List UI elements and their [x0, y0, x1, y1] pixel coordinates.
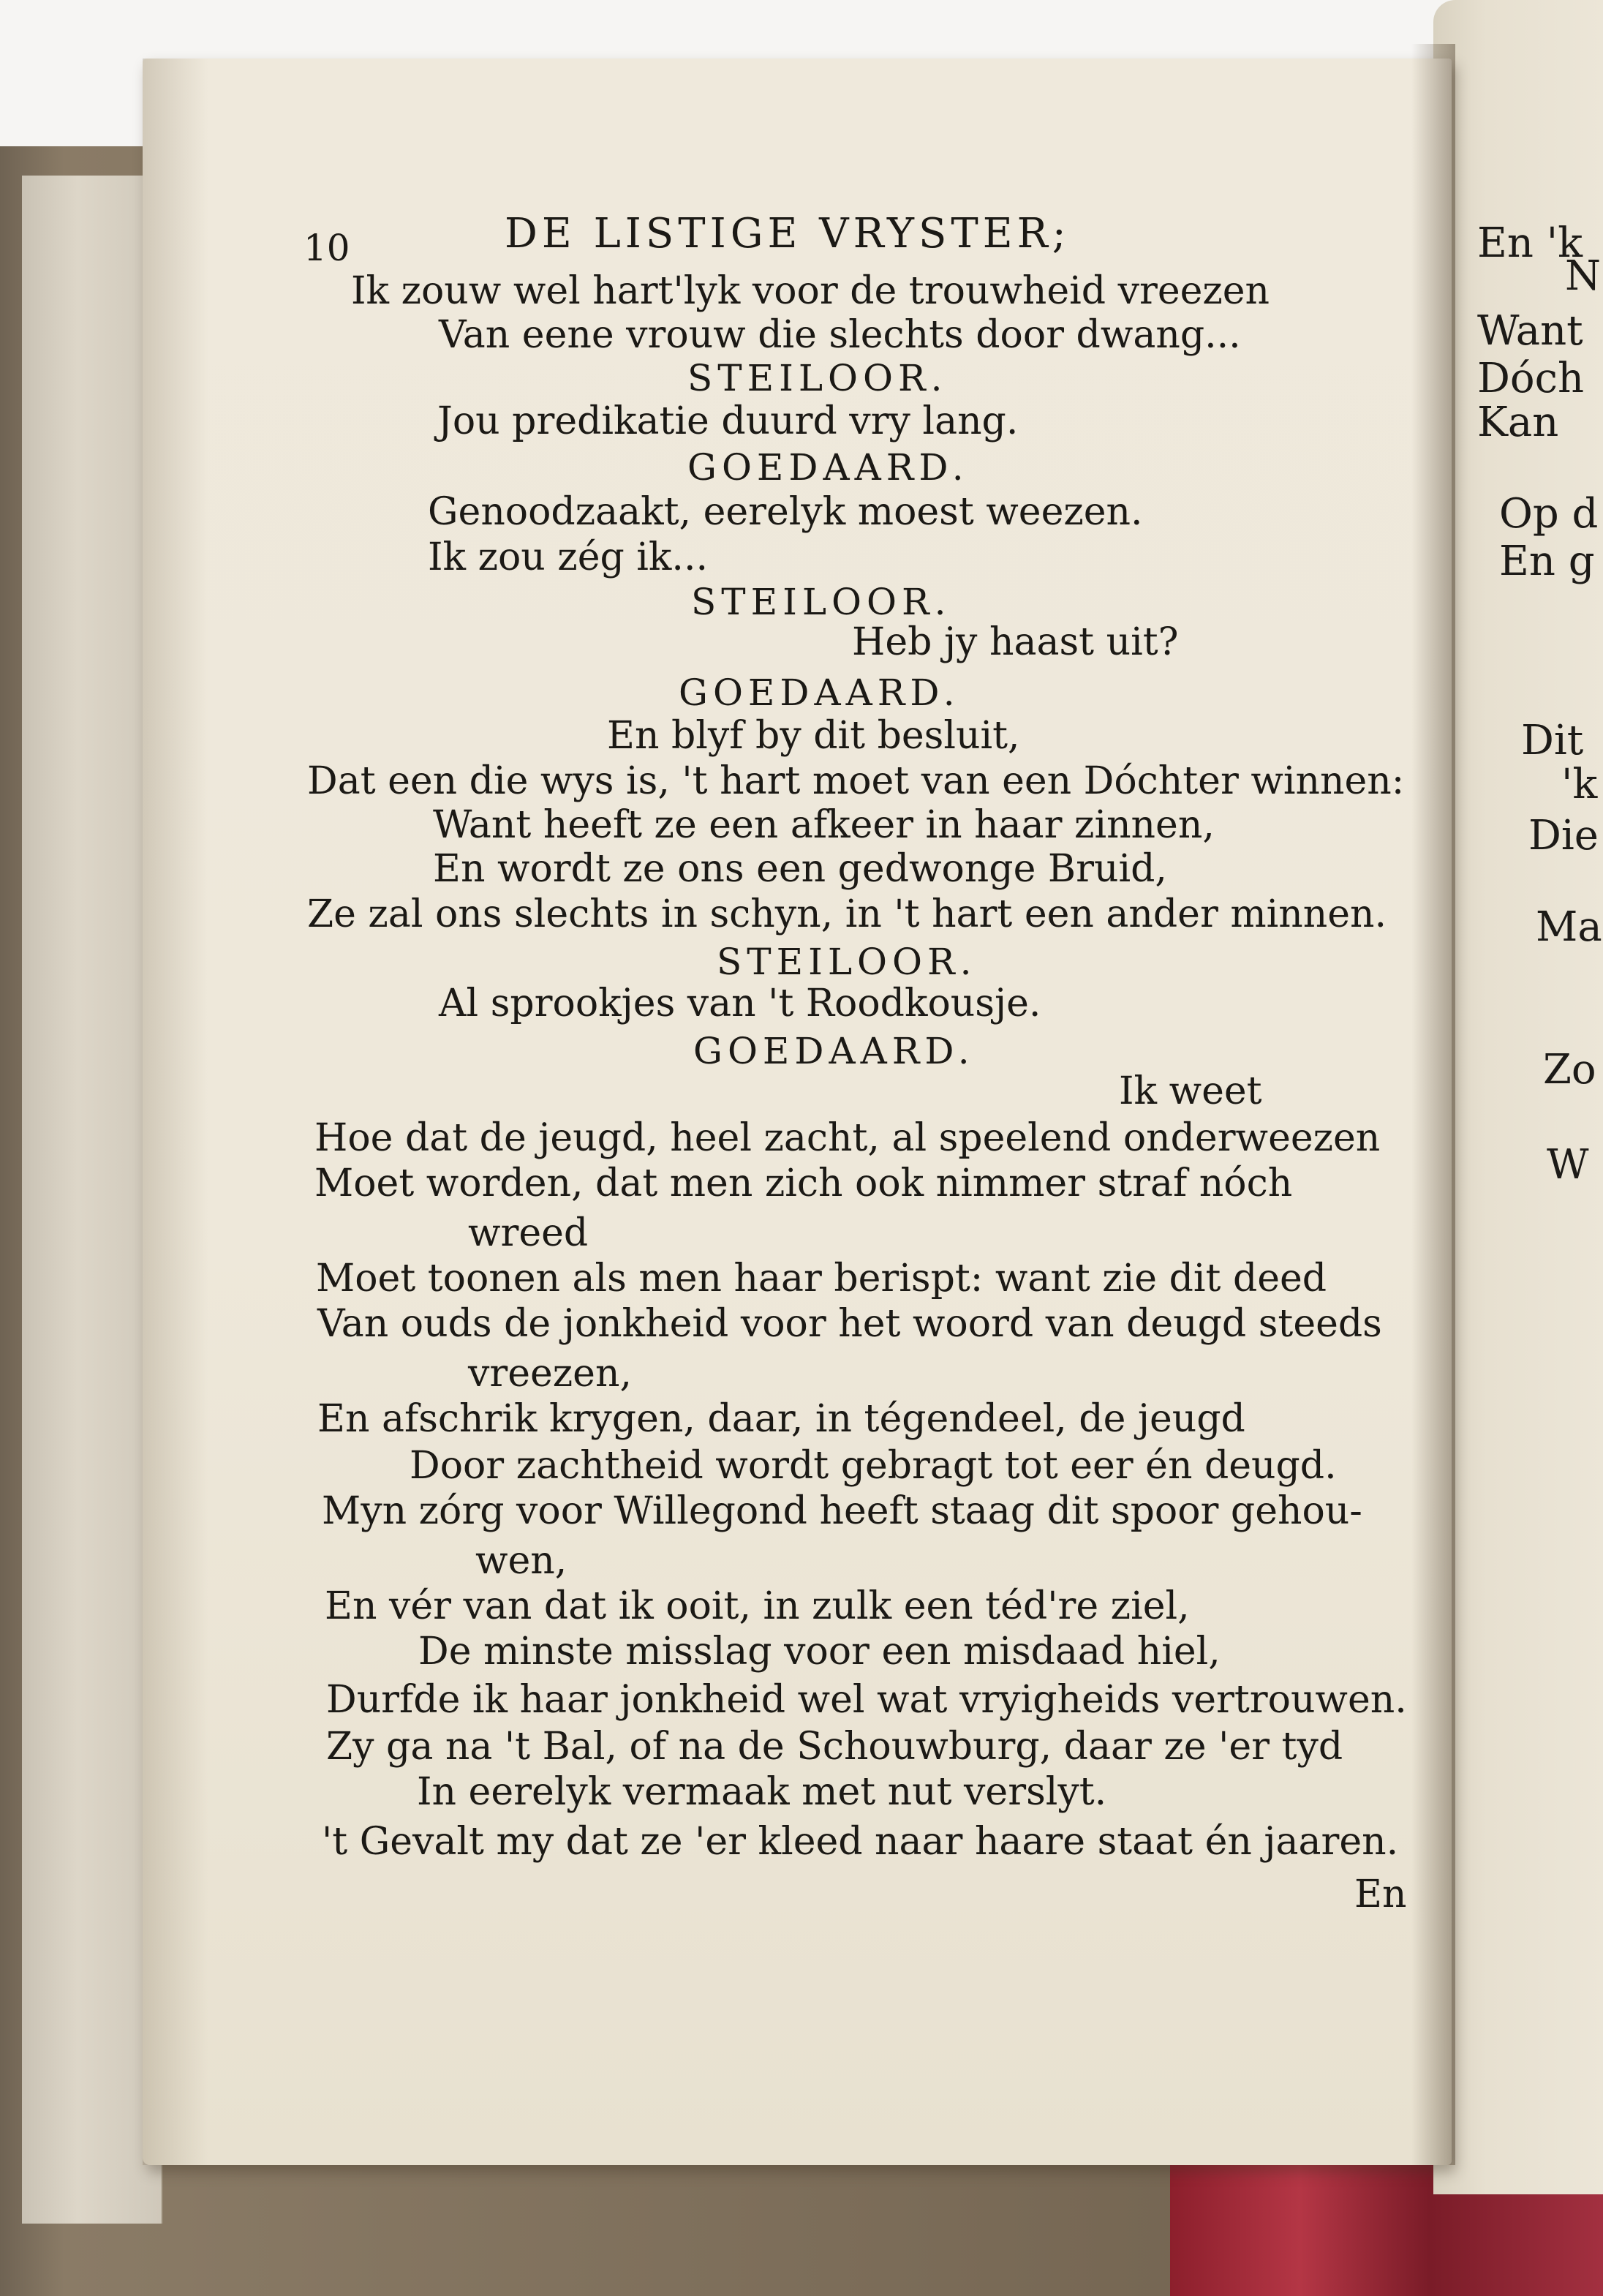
speaker-name: GOEDAARD. [679, 671, 960, 714]
facing-line: N [1565, 252, 1601, 300]
verse-line: Genoodzaakt, eerelyk moest weezen. [428, 490, 1143, 534]
verse-line: vreezen, [468, 1352, 632, 1396]
facing-line: Ma [1536, 903, 1602, 951]
catchword: En [1354, 1872, 1407, 1916]
verse-line: wen, [475, 1539, 567, 1583]
verse-line: Moet worden, dat men zich ook nimmer straf nóch [314, 1162, 1293, 1205]
verse-line: Door zachtheid wordt gebragt tot eer én deugd. [410, 1444, 1337, 1488]
page-number: 10 [303, 227, 350, 269]
facing-line: Dóch [1477, 355, 1585, 402]
speaker-name: GOEDAARD. [687, 446, 969, 489]
verse-line: 't Gevalt my dat ze 'er kleed naar haare staat én jaaren. [322, 1820, 1399, 1864]
verse-line: En afschrik krygen, daar, in tégendeel, de jeugd [317, 1397, 1245, 1441]
verse-line: Ze zal ons slechts in schyn, in 't hart een ander minnen. [307, 892, 1387, 936]
facing-line: En g [1499, 538, 1595, 585]
verse-line: Van eene vrouw die slechts door dwang... [439, 313, 1241, 357]
verse-line: Dat een die wys is, 't hart moet van een Dóchter winnen: [307, 759, 1405, 803]
running-header: DE LISTIGE VRYSTER; [505, 210, 1071, 257]
speaker-name: STEILOOR. [717, 941, 977, 983]
verse-line: Durfde ik haar jonkheid wel wat vryigheids vertrouwen. [326, 1678, 1407, 1722]
verse-line: Ik weet [1119, 1069, 1262, 1113]
speaker-name: GOEDAARD. [693, 1030, 975, 1072]
verse-line: Al sprookjes van 't Roodkousje. [439, 982, 1041, 1025]
verse-line: Moet toonen als men haar berispt: want zie dit deed [316, 1257, 1327, 1301]
facing-line: Die [1528, 812, 1599, 859]
verse-line: En vér van dat ik ooit, in zulk een téd're ziel, [325, 1584, 1190, 1628]
verse-line: Myn zórg voor Willegond heeft staag dit spoor gehou- [322, 1489, 1362, 1533]
verse-line: Heb jy haast uit? [852, 620, 1179, 664]
verse-line: In eerelyk vermaak met nut verslyt. [417, 1770, 1107, 1814]
verse-line: Zy ga na 't Bal, of na de Schouwburg, daar ze 'er tyd [326, 1725, 1343, 1769]
verse-line: Hoe dat de jeugd, heel zacht, al speelend onderweezen [314, 1116, 1381, 1160]
verse-line: Ik zouw wel hart'lyk voor de trouwheid vreezen [351, 269, 1270, 313]
verse-line: Ik zou zég ik... [428, 535, 709, 579]
facing-line: Kan [1477, 399, 1559, 446]
verse-line: En wordt ze ons een gedwonge Bruid, [433, 847, 1167, 891]
verse-line: Want heeft ze een afkeer in haar zinnen, [433, 803, 1215, 847]
facing-line: Dit [1521, 717, 1584, 764]
facing-line: Want [1477, 307, 1583, 355]
facing-line: 'k [1561, 761, 1598, 808]
verse-line: Jou predikatie duurd vry lang. [437, 399, 1019, 443]
verse-line: De minste misslag voor een misdaad hiel, [418, 1630, 1221, 1674]
speaker-name: STEILOOR. [691, 581, 951, 623]
facing-line: Zo [1543, 1046, 1596, 1094]
facing-line: W [1547, 1141, 1589, 1189]
verse-line: Van ouds de jonkheid voor het woord van deugd steeds [317, 1302, 1382, 1346]
verse-line: En blyf by dit besluit, [607, 714, 1020, 758]
verse-line: wreed [468, 1211, 589, 1255]
facing-line: En 'k [1477, 219, 1583, 267]
facing-line: Op d [1499, 490, 1599, 538]
speaker-name: STEILOOR. [687, 357, 948, 399]
